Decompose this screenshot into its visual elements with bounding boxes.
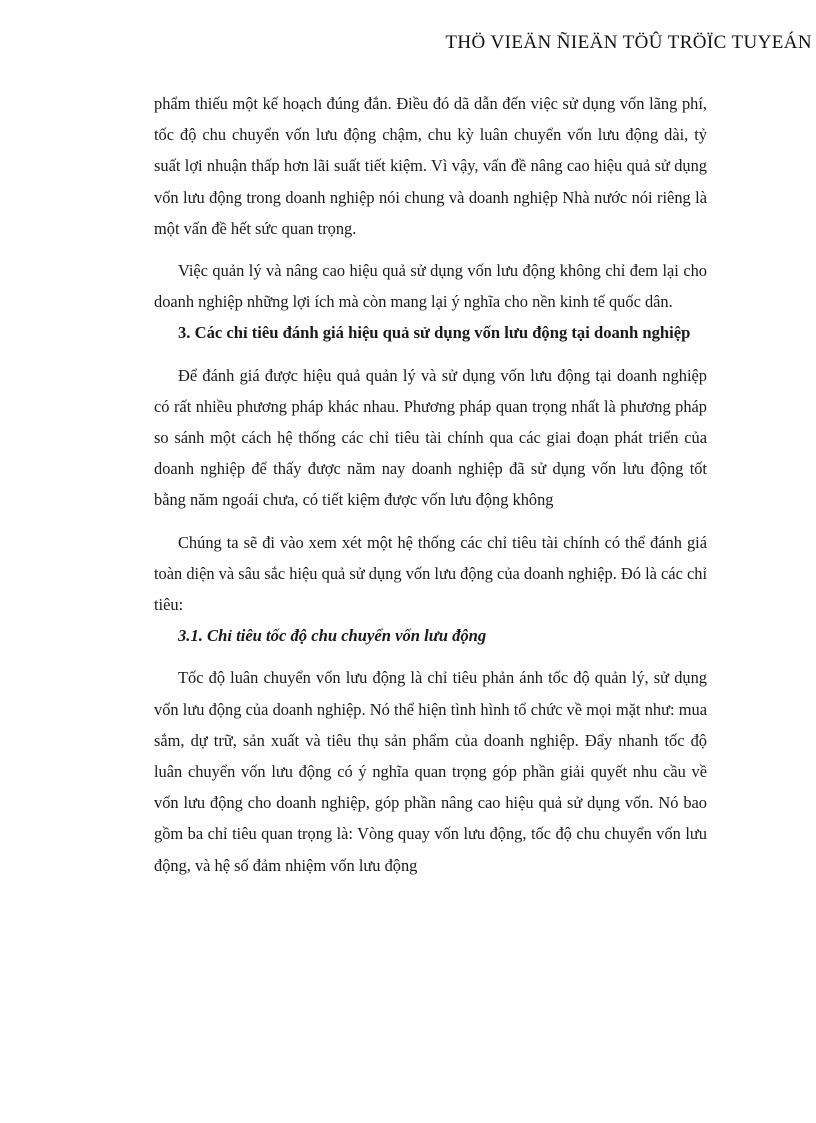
page-header: THÖ VIEÄN ÑIEÄN TÖÛ TRÖÏC TUYEÁN [445,32,812,53]
document-body [154,88,707,881]
paragraph-continuation: phẩm thiếu một kế hoạch đúng đắn. Điều đó dã dẫn đến việc sử dụng vốn lãng phí, tốc độ chu chuyển vốn lưu động chậm, chu kỳ luân chuyển vốn lưu động dài, tỷ suất lợi nhuận thấp hơn lãi suất tiết kiệm. Vì vậy, vấn đề nâng cao hiệu quả sử dụng vốn lưu động trong doanh nghiệp nói chung và doanh nghiệp Nhà nước nói riêng là một vấn đề hết sức quan trọng. [154,94,707,238]
paragraph-turnover-speed: Tốc độ luân chuyển vốn lưu động là chỉ tiêu phản ánh tốc độ quản lý, sử dụng vốn lưu động của doanh nghiệp. Nó thể hiện tình hình tổ chức về mọi mặt như: mua sắm, dự trữ, sản xuất và tiêu thụ sản phẩm của doanh nghiệp. Đẩy nhanh tốc độ luân chuyển vốn lưu động có ý nghĩa quan trọng góp phần giải quyết nhu cầu về vốn lưu động cho doanh nghiệp, góp phần nâng cao hiệu quả sử dụng vốn. Nó bao gồm ba chỉ tiêu quan trọng là: Vòng quay vốn lưu động, tốc độ chu chuyển vốn lưu động, và hệ số đảm nhiệm vốn lưu động [154,668,707,875]
paragraph-management: Việc quản lý và nâng cao hiệu quả sử dụng vốn lưu động không chỉ đem lại cho doanh nghiệp những lợi ích mà còn mang lại ý nghĩa cho nền kinh tế quốc dân. [154,261,707,312]
subsection-heading-3-1: 3.1. Chỉ tiêu tốc độ chu chuyển vốn lưu động [178,626,487,646]
section-heading-3: 3. Các chỉ tiêu đánh giá hiệu quả sử dụng vốn lưu động tại doanh nghiệp [178,323,691,343]
paragraph-evaluation-methods: Để đánh giá được hiệu quả quản lý và sử dụng vốn lưu động tại doanh nghiệp có rất nhiều phương pháp khác nhau. Phương pháp quan trọng nhất là phương pháp so sánh một cách hệ thống các chỉ tiêu tài chính qua các giai đoạn phát triển của doanh nghiệp để thấy được năm nay doanh nghiệp đã sử dụng vốn lưu động tốt bằng năm ngoái chưa, có tiết kiệm được vốn lưu động không [154,365,707,510]
paragraph-indicator-system: Chúng ta sẽ đi vào xem xét một hệ thống các chỉ tiêu tài chính có thể đánh giá toàn diện và sâu sắc hiệu quả sử dụng vốn lưu động của doanh nghiệp. Đó là các chỉ tiêu: [154,532,707,615]
